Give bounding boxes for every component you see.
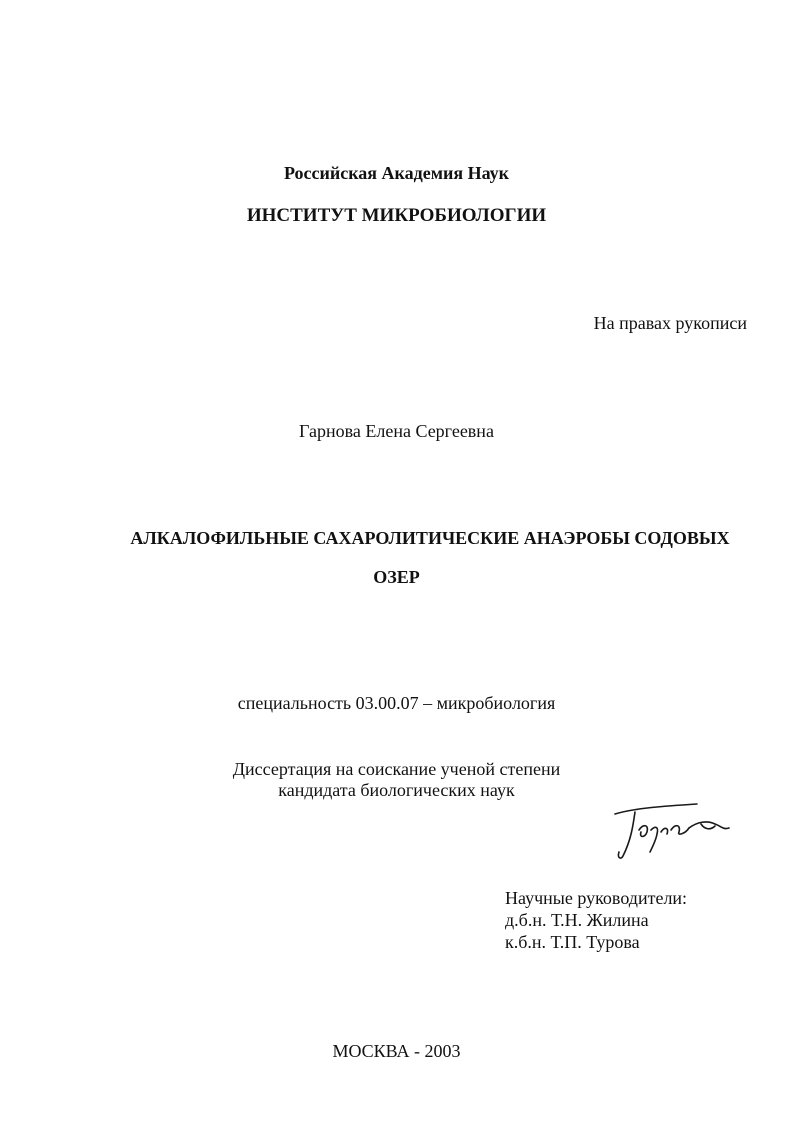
handwritten-signature-icon (605, 800, 735, 862)
institute-name: ИНСТИТУТ МИКРОБИОЛОГИИ (246, 205, 547, 226)
city-year: МОСКВА - 2003 (332, 1041, 461, 1061)
thesis-title-line2: ОЗЕР (373, 567, 420, 587)
supervisors-heading: Научные руководители: (505, 888, 688, 908)
academy-name: Российская Академия Наук (283, 163, 510, 183)
supervisor-1: д.б.н. Т.Н. Жилина (505, 910, 649, 930)
dissertation-line2: кандидата биологических наук (278, 780, 515, 800)
author-name: Гарнова Елена Сергеевна (299, 421, 494, 441)
rights-note: На правах рукописи (593, 313, 747, 333)
thesis-title-line1: АЛКАЛОФИЛЬНЫЕ САХАРОЛИТИЧЕСКИЕ АНАЭРОБЫ СОДОВЫХ (130, 528, 730, 548)
dissertation-line1: Диссертация на соискание ученой степени (232, 759, 561, 779)
specialty-line: специальность 03.00.07 – микробиология (237, 693, 556, 713)
supervisor-2: к.б.н. Т.П. Турова (505, 932, 640, 952)
